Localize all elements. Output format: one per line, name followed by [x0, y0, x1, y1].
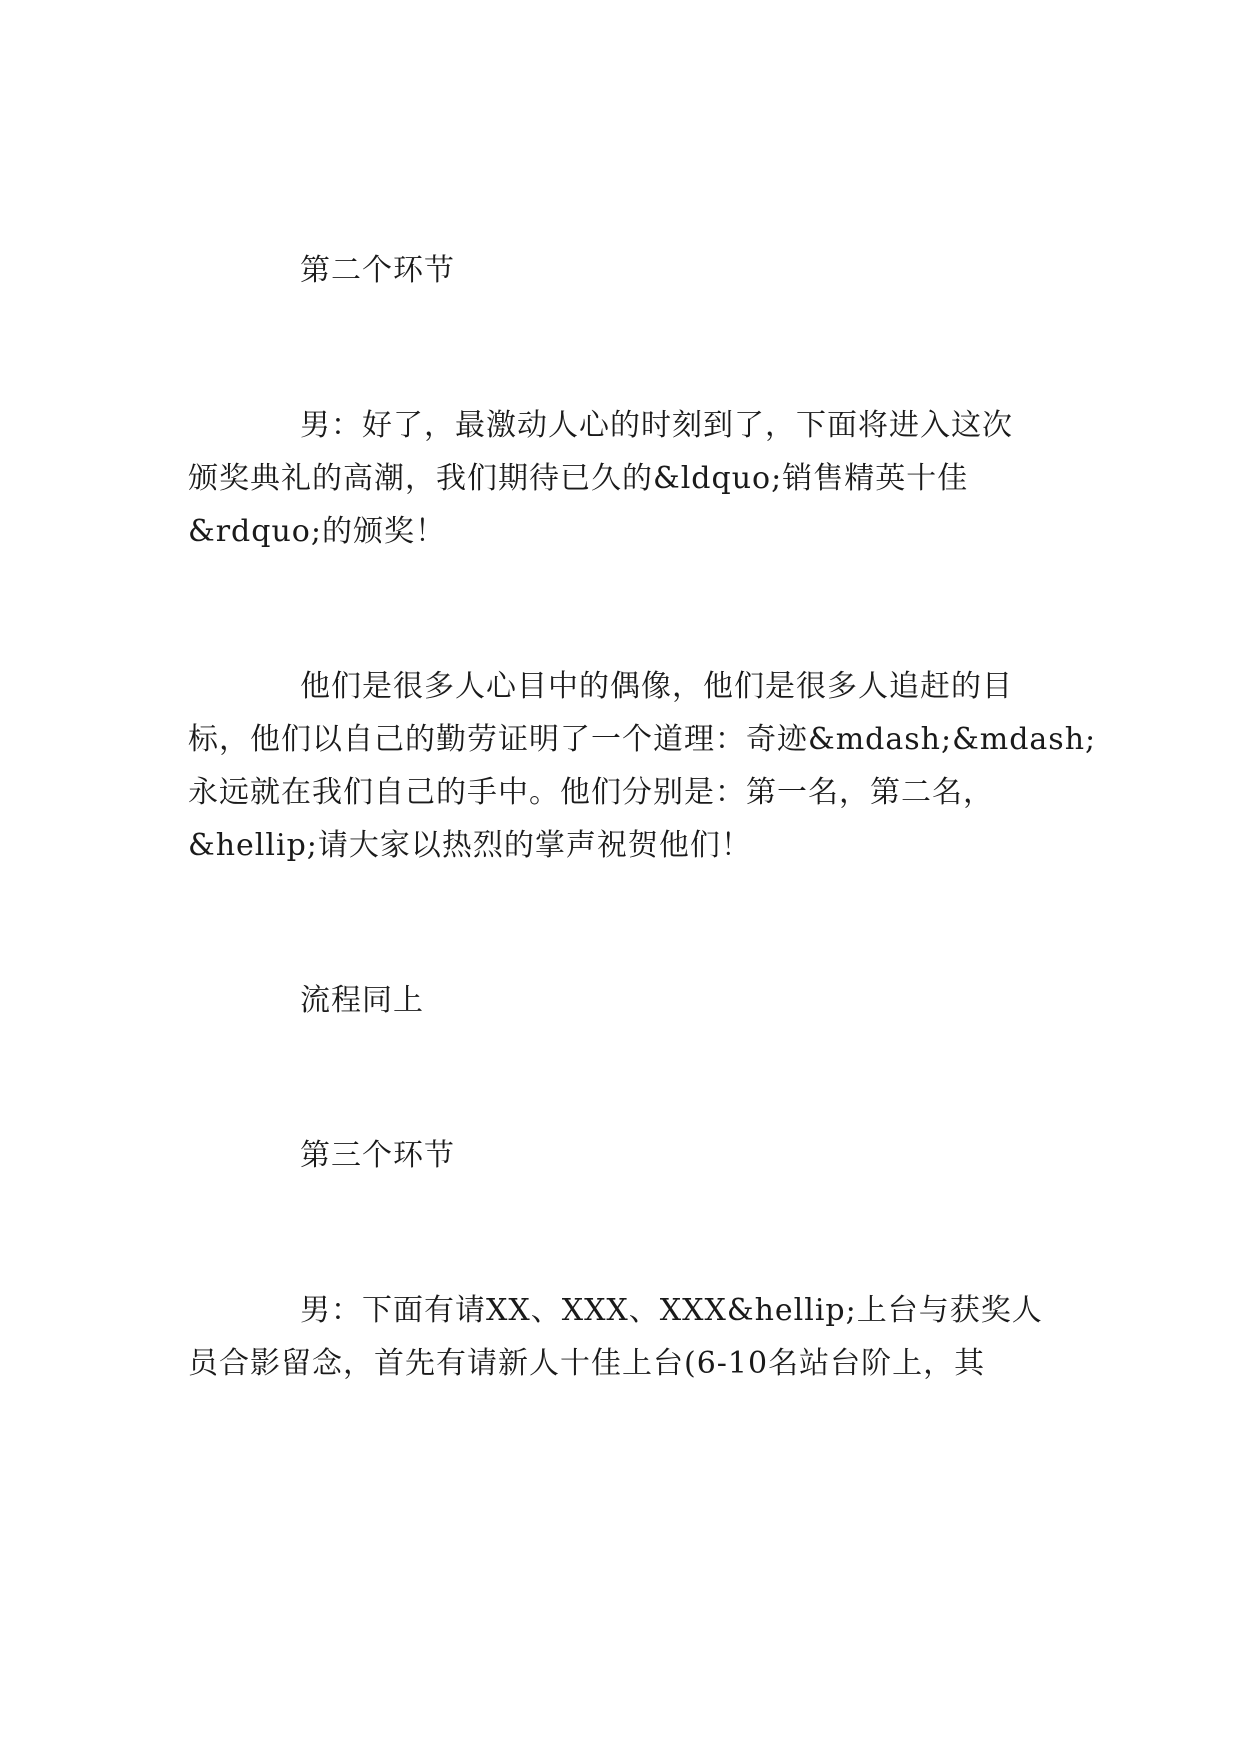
paragraph-2-line-3: 永远就在我们自己的手中。他们分别是：第一名，第二名，	[188, 775, 994, 810]
paragraph-1-line-1: 男：好了，最激动人心的时刻到了，下面将进入这次	[300, 408, 1013, 443]
same-process-note: 流程同上	[300, 983, 424, 1018]
paragraph-2-line-4: &hellip;请大家以热烈的掌声祝贺他们！	[188, 828, 752, 863]
paragraph-3-line-1: 男：下面有请XX、XXX、XXX&hellip;上台与获奖人	[300, 1293, 1043, 1328]
paragraph-2-line-2: 标，他们以自己的勤劳证明了一个道理：奇迹&mdash;&mdash;	[188, 722, 1097, 757]
paragraph-2-line-1: 他们是很多人心目中的偶像，他们是很多人追赶的目	[300, 669, 1013, 704]
section-heading-2: 第二个环节	[300, 253, 455, 288]
section-heading-3: 第三个环节	[300, 1138, 455, 1173]
paragraph-3-line-2: 员合影留念，首先有请新人十佳上台(6-10名站台阶上，其	[188, 1346, 986, 1381]
paragraph-1-line-3: &rdquo;的颁奖！	[188, 514, 446, 549]
paragraph-1-line-2: 颁奖典礼的高潮，我们期待已久的&ldquo;销售精英十佳	[188, 461, 969, 496]
